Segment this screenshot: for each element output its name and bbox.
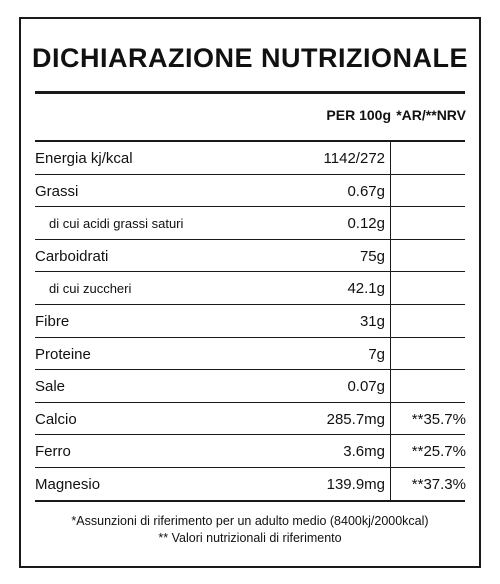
column-divider	[390, 338, 391, 370]
nutrient-per-100g: 0.67g	[347, 182, 385, 200]
footnote-nrv: ** Valori nutrizionali di riferimento	[158, 531, 342, 545]
nutrient-per-100g: 1142/272	[323, 150, 385, 167]
column-divider	[390, 175, 391, 207]
nutrient-per-100g: 3.6mg	[343, 443, 385, 461]
row-energy	[35, 142, 465, 175]
nutrition-label	[19, 17, 481, 568]
column-divider	[390, 142, 391, 174]
nutrient-name: Magnesio	[35, 475, 101, 493]
row-carbohydrates	[35, 240, 465, 273]
nutrient-ar: **35.7%	[411, 410, 466, 428]
nutrient-per-100g: 0.07g	[347, 378, 385, 396]
nutrient-name: Fibre	[35, 312, 70, 330]
column-divider	[390, 207, 391, 239]
row-salt	[35, 370, 465, 403]
nutrient-ar: **25.7%	[411, 443, 466, 461]
nutrient-name: Sale	[35, 378, 66, 396]
nutrient-per-100g: 31g	[359, 312, 385, 330]
nutrient-name: Carboidrati	[35, 247, 109, 265]
nutrient-name: Ferro	[35, 443, 71, 461]
row-calcium	[35, 403, 465, 436]
column-header-row	[35, 107, 465, 129]
nutrient-name: Calcio	[35, 410, 77, 428]
title-divider	[35, 91, 465, 94]
footnote-reference-intake: *Assunzioni di riferimento per un adulto medio (8400kj/2000kcal)	[71, 514, 429, 528]
row-fibre	[35, 305, 465, 338]
nutrient-table	[35, 142, 465, 502]
nutrient-per-100g: 7g	[368, 345, 385, 363]
label-title: DICHIARAZIONE NUTRIZIONALE	[32, 43, 468, 73]
nutrient-per-100g: 139.9mg	[326, 475, 385, 493]
row-sugars	[35, 272, 465, 305]
nutrient-name: Grassi	[35, 182, 79, 200]
nutrient-per-100g: 75g	[359, 247, 385, 265]
nutrient-name: Energia kj/kcal	[35, 150, 133, 167]
row-protein	[35, 338, 465, 371]
row-iron	[35, 435, 465, 468]
nutrient-name: Proteine	[35, 345, 91, 363]
nutrient-name: di cui zuccheri	[49, 281, 132, 297]
nutrient-per-100g: 0.12g	[347, 215, 385, 233]
nutrient-ar: **37.3%	[411, 475, 466, 493]
nutrient-per-100g: 285.7mg	[326, 410, 385, 428]
footnotes	[21, 513, 479, 547]
nutrient-per-100g: 42.1g	[347, 280, 385, 298]
row-saturated-fat	[35, 207, 465, 240]
header-ar-nrv: *AR/**NRV	[396, 107, 466, 123]
header-per-100g: PER 100g	[326, 107, 391, 123]
column-divider	[390, 370, 391, 402]
column-divider	[390, 305, 391, 337]
row-fat	[35, 175, 465, 208]
column-divider	[390, 240, 391, 272]
row-magnesium	[35, 468, 465, 502]
column-divider	[390, 272, 391, 304]
nutrient-name: di cui acidi grassi saturi	[49, 216, 184, 232]
